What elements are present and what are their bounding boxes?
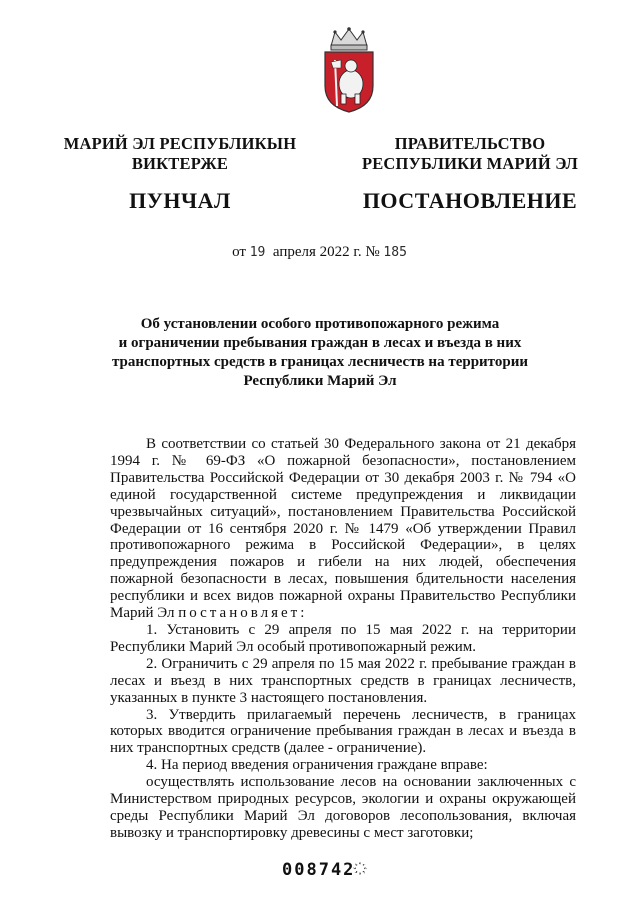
body-paragraph: 2. Ограничить с 29 апреля по 15 мая 2022 г. пребывание граждан в лесах и въезд в них транспортных средств в границах лесничеств, указанных в пункте 3 настоящего постановления. [110, 655, 576, 706]
title-line: Об установлении особого противопожарного режима [140, 316, 500, 332]
document-number: 185 [383, 245, 407, 260]
resolves-word: постановляет: [178, 605, 308, 622]
title-line: транспортных средств в границах лесничеств на территории [112, 354, 528, 370]
body-paragraph: 4. На период введения ограничения граждане вправе: [146, 757, 488, 774]
crown-icon [331, 27, 367, 50]
header-right-doc-type: ПОСТАНОВЛЕНИЕ [362, 188, 578, 213]
body-paragraph: 1. Установить с 29 апреля по 15 мая 2022 г. на территории Республики Марий Эл особый противопожарный режим. [110, 621, 576, 655]
preamble-text: В соответствии со статьей 30 Федерального закона от 21 декабря 1994 г. № 69-ФЗ «О пожарной безопасности», постановлением Правительства Российской Федерации от 30 декабря 2003 г. № 794 «О единой государственной системе предупреждения и ликвидации чрезвычайных ситуаций», постановлением Правительства Российской Федерации от 16 сентября 2020 г. № 1479 «Об утверждении Правил противопожарного режима в Российской Федерации», в целях предупреждения пожаров и гибели на них людей, обеспечения пожарной безопасности в лесах, повышения бдительности населения республики и всех видов пожарной охраны Правительство Республики Марий Эл [110, 436, 576, 622]
body-paragraph [110, 436, 576, 622]
date-line [0, 244, 639, 261]
body-paragraph: осуществлять использование лесов на основании заключенных с Министерством природных ресурсов, экологии и охраны окружающей среды Республики Марий Эл договоров лесопользования, включая вывозку и транспортировку древесины с мест заготовки; [110, 774, 576, 841]
header-left [40, 134, 320, 214]
document-title [95, 315, 545, 391]
date-month-year: апреля 2022 г. № [272, 244, 380, 260]
serial-number: 008742 [282, 860, 356, 880]
header-right [330, 134, 610, 214]
header-left-doc-type: ПУНЧАЛ [129, 188, 231, 213]
header-left-line1: МАРИЙ ЭЛ РЕСПУБЛИКЫН [63, 134, 297, 153]
date-prefix: от [232, 244, 246, 260]
header-left-line2: ВИКТЕРЖЕ [131, 154, 229, 173]
document-body [110, 436, 576, 842]
coat-of-arms-emblem [321, 26, 377, 114]
date-day: 19 [249, 245, 266, 260]
title-line: и ограничении пребывания граждан в лесах и въезда в них [118, 335, 522, 351]
title-line: Республики Марий Эл [243, 373, 397, 389]
header-right-line1: ПРАВИТЕЛЬСТВО [394, 134, 546, 153]
body-paragraph: 3. Утвердить прилагаемый перечень лесничеств, в границах которых вводится ограничение пребывания граждан в лесах и въезда в них транспортных средств (далее - ограничение). [110, 706, 576, 757]
header-right-line2: РЕСПУБЛИКИ МАРИЙ ЭЛ [361, 154, 579, 173]
